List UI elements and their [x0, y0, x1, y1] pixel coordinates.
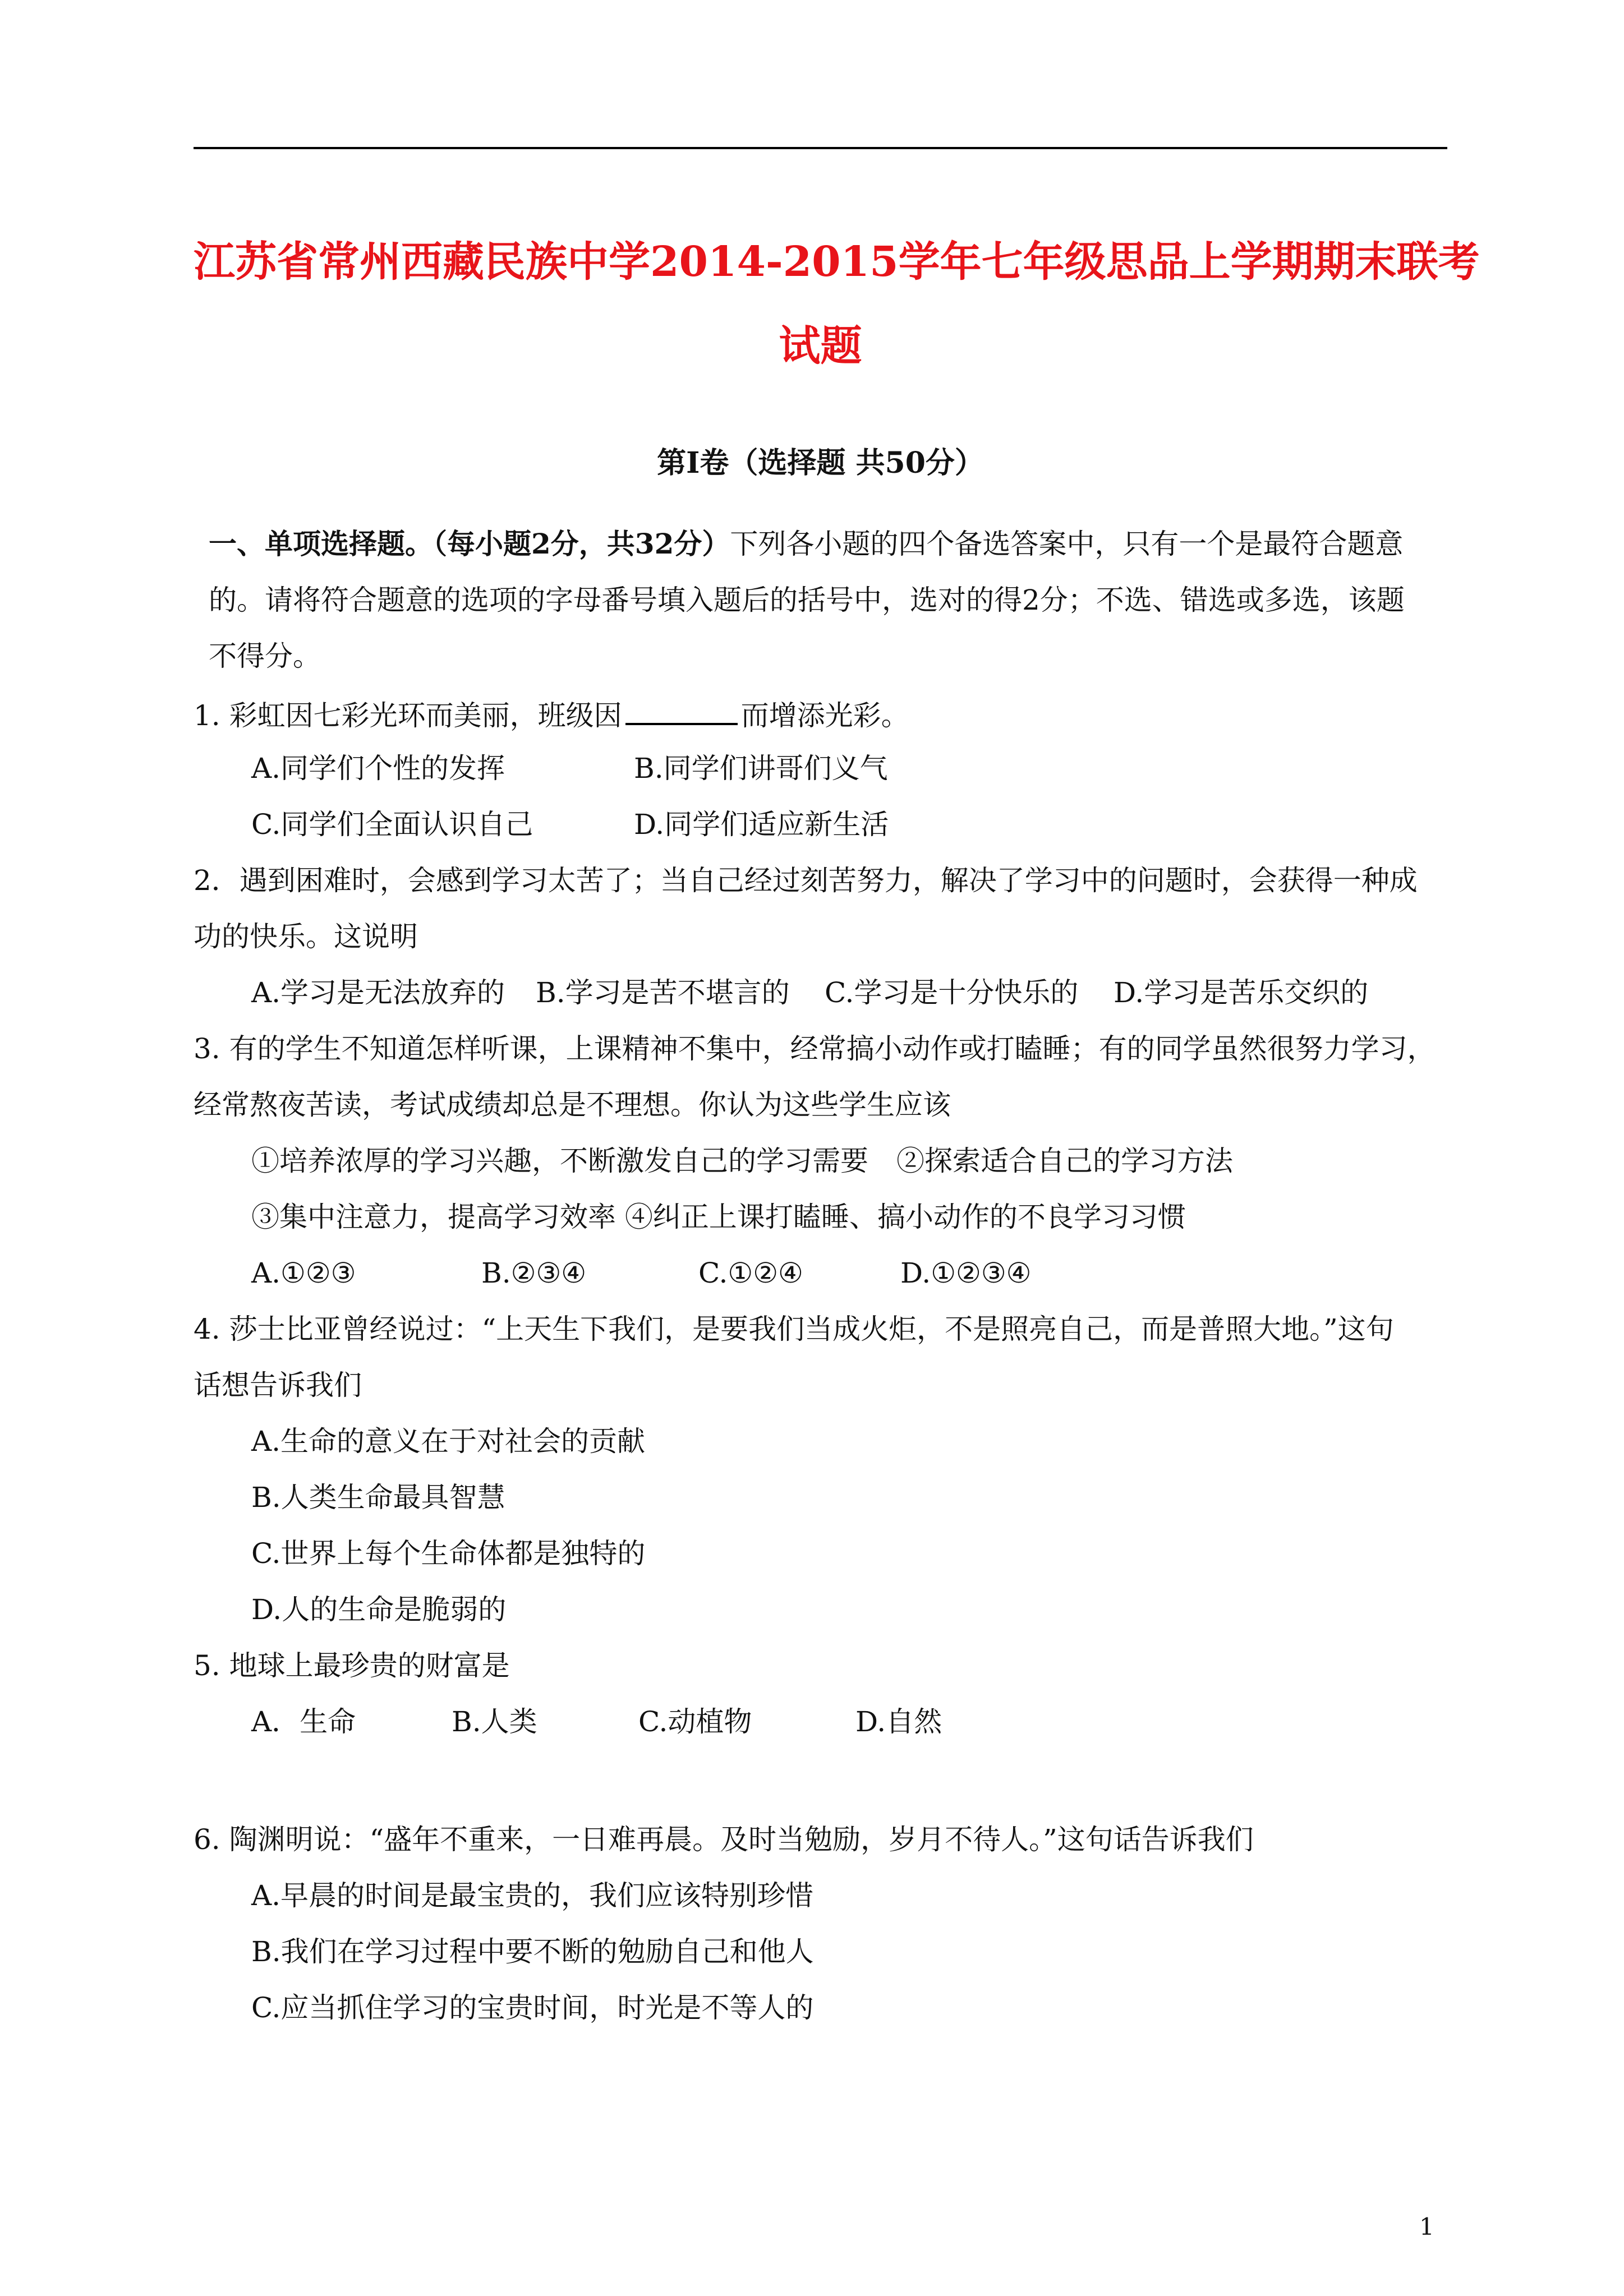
- question-2-option-c: C.学习是十分快乐的: [825, 976, 1079, 1009]
- question-4-stem-line1: 4. 莎士比亚曾经说过：“上天生下我们，是要我们当成火炬，不是照亮自己，而是普照大地。”这句: [194, 1313, 1394, 1345]
- question-5-option-c: C.动植物: [638, 1705, 752, 1738]
- question-3-option-a: A.①②③: [251, 1257, 356, 1289]
- question-4-option-a: A.生命的意义在于对社会的贡献: [251, 1425, 646, 1458]
- instructions-line2: 的。请将符合题意的选项的字母番号填入题后的括号中，选对的得2分；不选、错选或多选，该题: [209, 584, 1405, 616]
- question-3-items-line2: ③集中注意力，提高学习效率 ④纠正上课打瞌睡、搞小动作的不良学习习惯: [251, 1201, 1186, 1233]
- volume-title: 第Ⅰ卷（选择题 共50分）: [657, 446, 984, 480]
- instructions-line3: 不得分。: [209, 640, 321, 672]
- question-5-option-d: D.自然: [855, 1705, 942, 1738]
- question-5-option-b: B.人类: [452, 1705, 537, 1738]
- question-2-option-b: B.学习是苦不堪言的: [536, 976, 790, 1009]
- question-4-option-c: C.世界上每个生命体都是独特的: [251, 1537, 646, 1570]
- question-3-items-line1: ①培养浓厚的学习兴趣，不断激发自己的学习需要 ②探索适合自己的学习方法: [251, 1145, 1233, 1177]
- answer-blank: [625, 698, 738, 725]
- question-1-stem: 1. 彩虹因七彩光环而美丽，班级因 而增添光彩。: [194, 699, 909, 732]
- question-3-option-d: D.①②③④: [900, 1257, 1032, 1289]
- question-4-option-b: B.人类生命最具智慧: [251, 1481, 505, 1514]
- question-1-option-c: C.同学们全面认识自己: [251, 808, 533, 841]
- question-6-stem: 6. 陶渊明说：“盛年不重来，一日难再晨。及时当勉励，岁月不待人。”这句话告诉我们: [194, 1823, 1254, 1856]
- instructions-text: 下列各小题的四个备选答案中，只有一个是最符合题意: [730, 528, 1404, 560]
- question-6-option-c: C.应当抓住学习的宝贵时间，时光是不等人的: [251, 1991, 814, 2024]
- question-6-option-a: A.早晨的时间是最宝贵的，我们应该特别珍惜: [251, 1879, 814, 1912]
- question-3-option-c: C.①②④: [698, 1257, 803, 1289]
- question-3-option-b: B.②③④: [481, 1257, 587, 1289]
- instructions-line1: [209, 527, 1404, 560]
- question-1-option-a: A.同学们个性的发挥: [251, 752, 505, 785]
- question-5-option-a: A．生命: [251, 1705, 356, 1738]
- section-heading: 一、单项选择题。（每小题2分，共32分）: [209, 527, 730, 560]
- header-rule: [194, 147, 1447, 149]
- question-3-stem-line2: 经常熬夜苦读，考试成绩却总是不理想。你认为这些学生应该: [194, 1089, 951, 1121]
- question-4-stem-line2: 话想告诉我们: [194, 1369, 362, 1401]
- question-2-option-d: D.学习是苦乐交织的: [1114, 976, 1369, 1009]
- question-2-stem-line1: 2．遇到困难时，会感到学习太苦了；当自己经过刻苦努力，解决了学习中的问题时，会获得一种成: [194, 864, 1418, 897]
- page-number: 1: [1419, 2213, 1434, 2240]
- question-4-option-d: D.人的生命是脆弱的: [251, 1593, 507, 1626]
- question-1-option-b: B.同学们讲哥们义气: [634, 752, 888, 785]
- question-2-option-a: A.学习是无法放弃的: [251, 976, 505, 1009]
- question-6-option-b: B.我们在学习过程中要不断的勉励自己和他人: [251, 1935, 814, 1968]
- question-1-option-d: D.同学们适应新生活: [634, 808, 889, 841]
- question-3-stem-line1: 3. 有的学生不知道怎样听课，上课精神不集中，经常搞小动作或打瞌睡；有的同学虽然很努力学习，: [194, 1032, 1436, 1065]
- question-5-stem: 5. 地球上最珍贵的财富是: [194, 1649, 510, 1682]
- question-2-stem-line2: 功的快乐。这说明: [194, 920, 418, 953]
- exam-title-line2: 试题: [779, 322, 862, 370]
- exam-title-line1: 江苏省常州西藏民族中学2014-2015学年七年级思品上学期期末联考: [194, 238, 1480, 286]
